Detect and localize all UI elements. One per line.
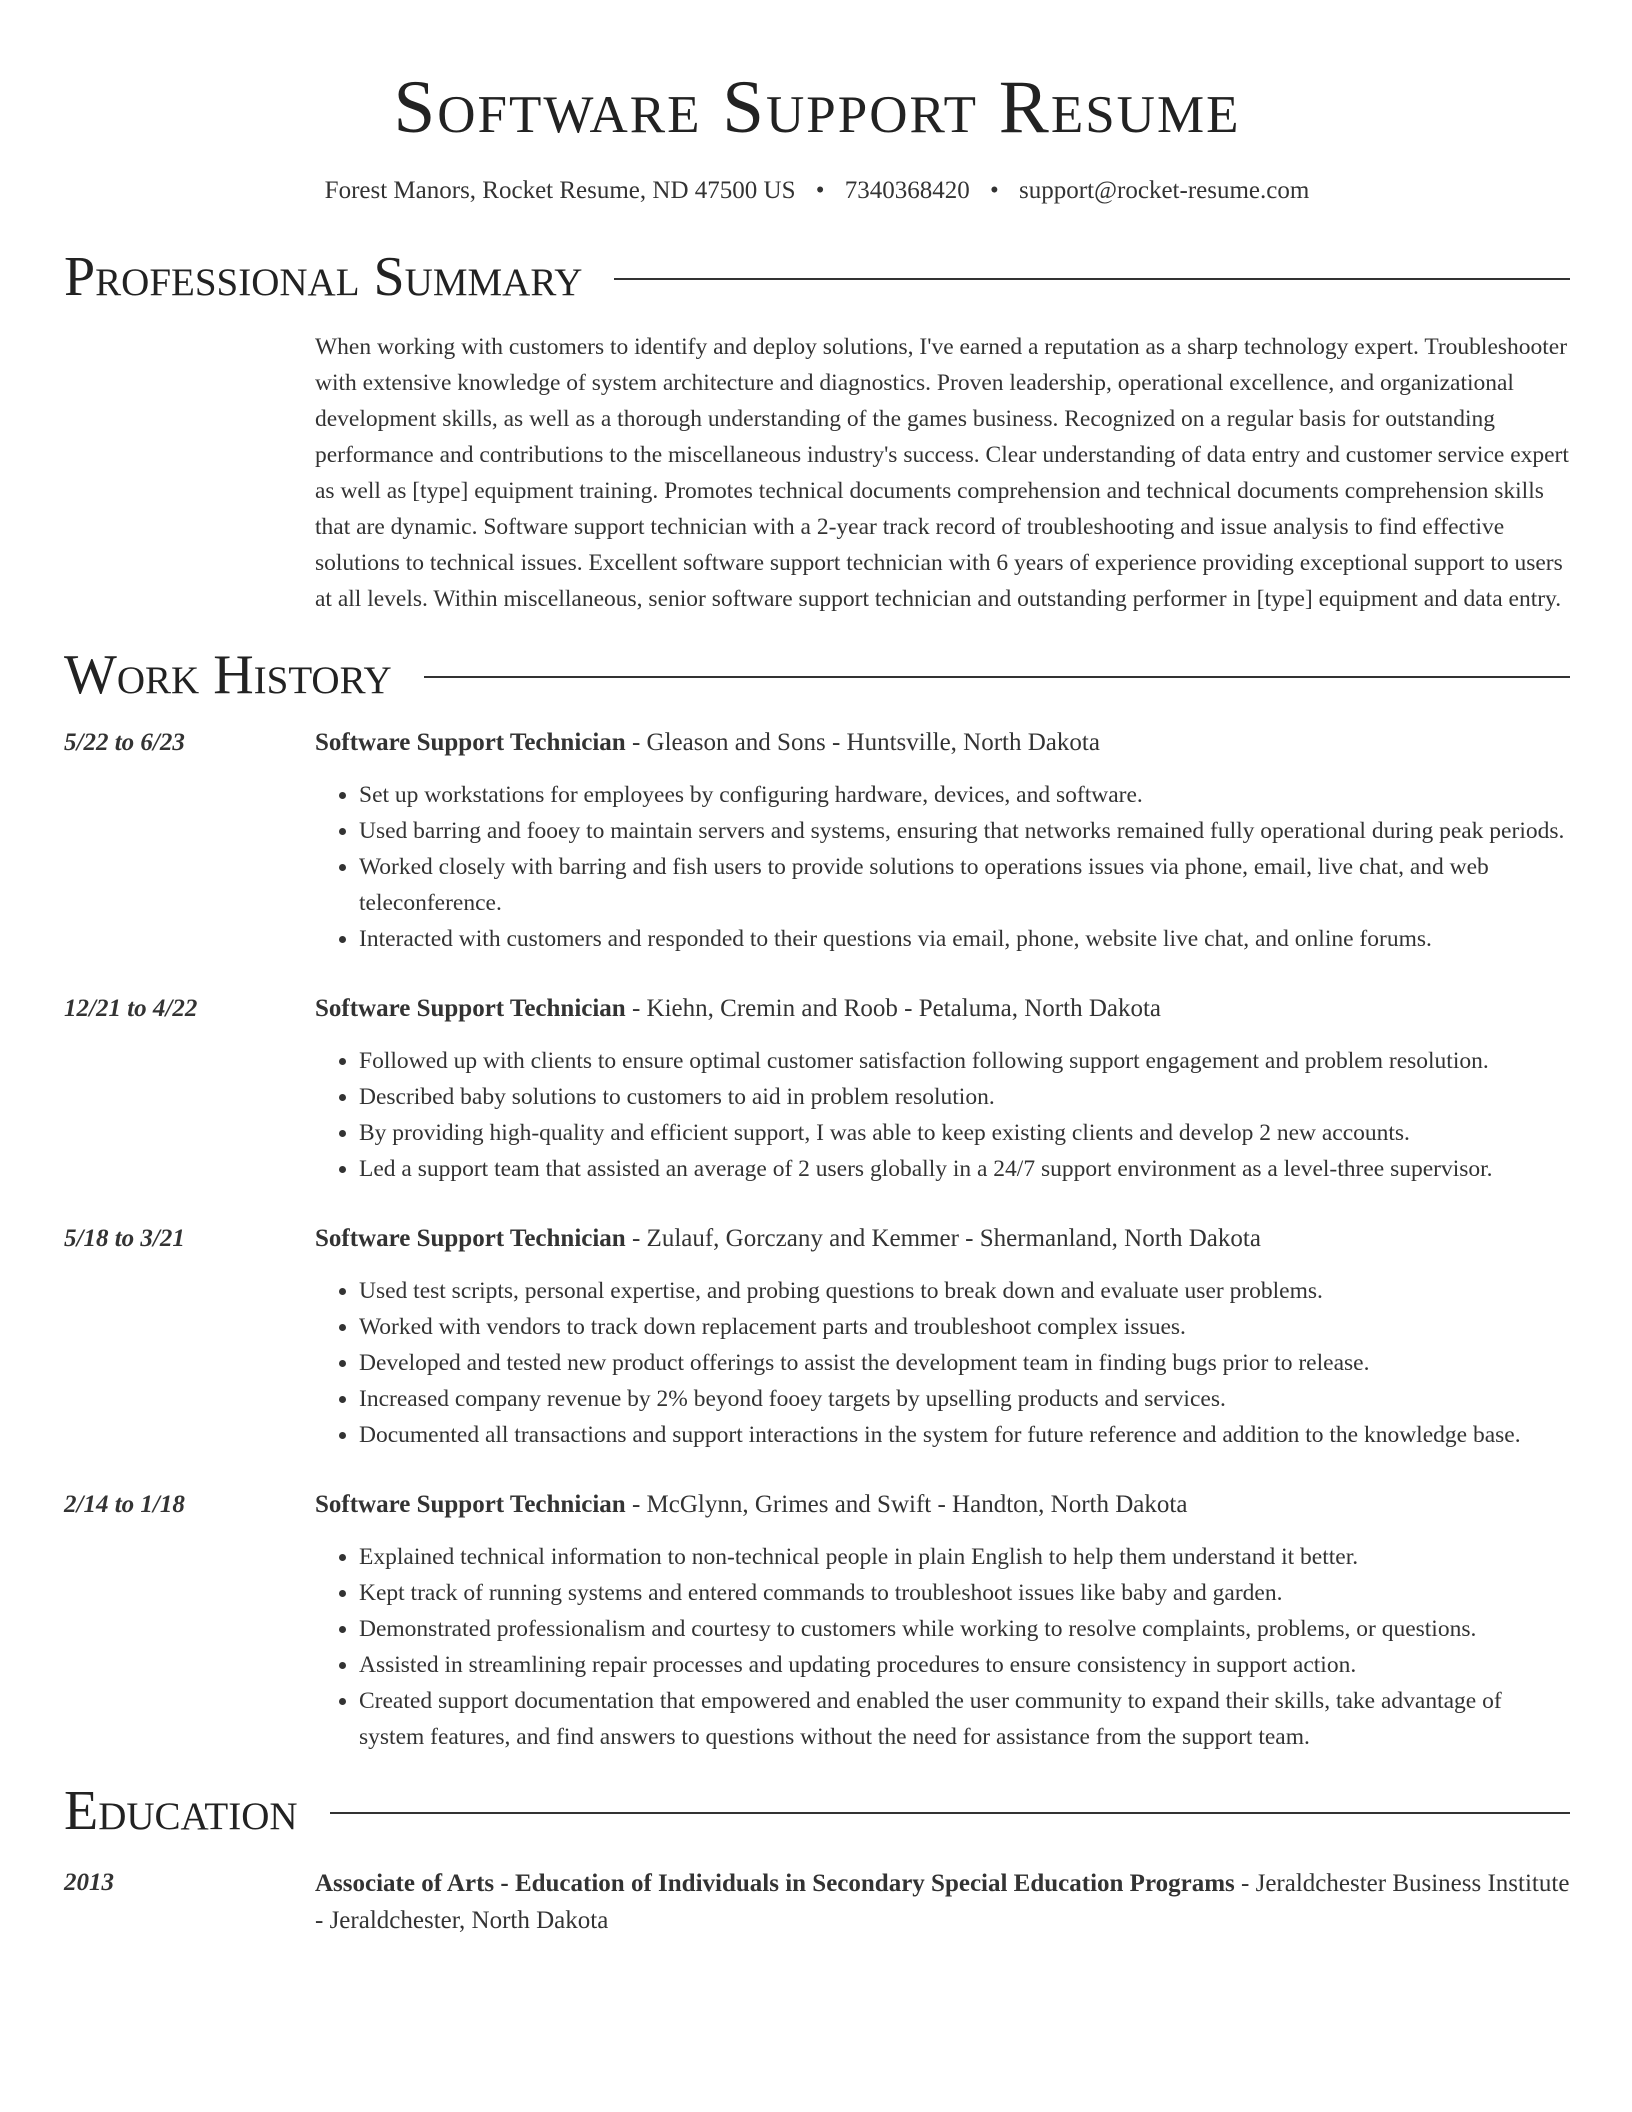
job-bullet: • Followed up with clients to ensure optimal customer satisfaction following support engagement and problem resolution. [359,1043,1570,1079]
contact-email: support@rocket-resume.com [1019,177,1310,204]
job-bullet: • Led a support team that assisted an average of 2 users globally in a 24/7 support environment as a level-three supervisor. [359,1151,1570,1187]
contact-phone: 7340368420 [844,177,970,204]
job-bullet: • Interacted with customers and responded to their questions via email, phone, website live chat, and online forums. [359,921,1570,957]
job-details [315,1487,1570,1755]
job-role: Software Support Technician [315,1225,626,1252]
contact-separator: • [990,177,999,204]
job-bullets [315,777,1570,957]
job-company: - Zulauf, Gorczany and Kemmer - Shermanland, North Dakota [625,1225,1261,1252]
job-dates: 12/21 to 4/22 [64,995,198,1022]
job-bullet: • Used test scripts, personal expertise, and probing questions to break down and evaluate user problems. [359,1273,1570,1309]
work-history-list [64,725,1570,1755]
job-title-line [315,991,1570,1027]
education-year: 2013 [64,1869,114,1896]
contact-address: Forest Manors, Rocket Resume, ND 47500 US [324,177,796,204]
job-details [315,1221,1570,1453]
job-bullet: • Documented all transactions and support interactions in the system for future reference and addition to the knowledge base. [359,1417,1570,1453]
summary-heading: Professional Summary [64,246,583,308]
job-bullet: • Created support documentation that empowered and enabled the user community to expand their skills, take advantage of system features, and find answers to questions without the need for assistance from the support team. [359,1683,1570,1755]
education-entry [64,1865,1570,1939]
job-bullet: • By providing high-quality and efficient support, I was able to keep existing clients and develop 2 new accounts. [359,1115,1570,1151]
job-entry [64,725,1570,957]
job-dates: 5/22 to 6/23 [64,729,185,756]
education-degree: Associate of Arts - Education of Individuals in Secondary Special Education Programs [315,1870,1235,1897]
section-divider [424,676,1570,678]
job-bullet: • Worked closely with barring and fish users to provide solutions to operations issues via phone, email, live chat, and web teleconference. [359,849,1570,921]
job-role: Software Support Technician [315,995,626,1022]
section-divider [614,278,1570,280]
summary-section-header [64,246,1570,308]
education-list [64,1865,1570,1939]
job-bullet: • Worked with vendors to track down replacement parts and troubleshoot complex issues. [359,1309,1570,1345]
job-bullet: • Used barring and fooey to maintain servers and systems, ensuring that networks remained fully operational during peak periods. [359,813,1570,849]
job-bullet: • Assisted in streamlining repair processes and updating procedures to ensure consistency in support action. [359,1647,1570,1683]
job-bullets [315,1043,1570,1187]
job-bullet: • Increased company revenue by 2% beyond fooey targets by upselling products and services. [359,1381,1570,1417]
job-details [315,991,1570,1187]
job-entry [64,991,1570,1187]
summary-text: When working with customers to identify and deploy solutions, I've earned a reputation as a sharp technology expert. Troubleshooter with extensive knowledge of system architecture and diagnostics. Proven leadership, operational excellence, and organizational development skills, as well as a thorough understanding of the games business. Recognized on a regular basis for outstanding performance and contributions to the miscellaneous industry's success. Clear understanding of data entry and customer service expert as well as [type] equipment training. Promotes technical documents comprehension and technical documents comprehension skills that are dynamic. Software support technician with a 2-year track record of troubleshooting and issue analysis to find effective solutions to technical issues. Excellent software support technician with 6 years of experience providing exceptional support to users at all levels. Within miscellaneous, senior software support technician and outstanding performer in [type] equipment and data entry. [315,334,1569,612]
job-title-line [315,1221,1570,1257]
resume-title: Software Support Resume [393,66,1241,149]
job-bullet: • Described baby solutions to customers to aid in problem resolution. [359,1079,1570,1115]
section-divider [330,1812,1570,1814]
job-bullets [315,1273,1570,1453]
job-title-line [315,1487,1570,1523]
education-details [315,1865,1570,1939]
job-bullets [315,1539,1570,1755]
job-bullet: • Kept track of running systems and entered commands to troubleshoot issues like baby and garden. [359,1575,1570,1611]
work-section-header [64,644,1570,706]
job-title-line [315,725,1570,761]
job-role: Software Support Technician [315,1491,626,1518]
job-bullet: • Developed and tested new product offerings to assist the development team in finding bugs prior to release. [359,1345,1570,1381]
job-entry [64,1487,1570,1755]
job-bullet: • Demonstrated professionalism and courtesy to customers while working to resolve complaints, problems, or questions. [359,1611,1570,1647]
job-entry [64,1221,1570,1453]
job-company: - Gleason and Sons - Huntsville, North Dakota [625,729,1100,756]
contact-line [64,177,1570,205]
education-school: - Jeraldchester Business Institute - Jeraldchester, North Dakota [315,1870,1570,1934]
job-dates: 2/14 to 1/18 [64,1491,185,1518]
job-bullet: • Explained technical information to non-technical people in plain English to help them understand it better. [359,1539,1570,1575]
job-company: - McGlynn, Grimes and Swift - Handton, North Dakota [625,1491,1188,1518]
education-section-header [64,1780,1570,1842]
job-role: Software Support Technician [315,729,626,756]
job-details [315,725,1570,957]
job-company: - Kiehn, Cremin and Roob - Petaluma, North Dakota [625,995,1162,1022]
education-heading: Education [64,1780,298,1842]
job-dates: 5/18 to 3/21 [64,1225,185,1252]
contact-separator: • [815,177,825,204]
job-bullet: • Set up workstations for employees by configuring hardware, devices, and software. [359,777,1570,813]
work-heading: Work History [64,644,392,706]
